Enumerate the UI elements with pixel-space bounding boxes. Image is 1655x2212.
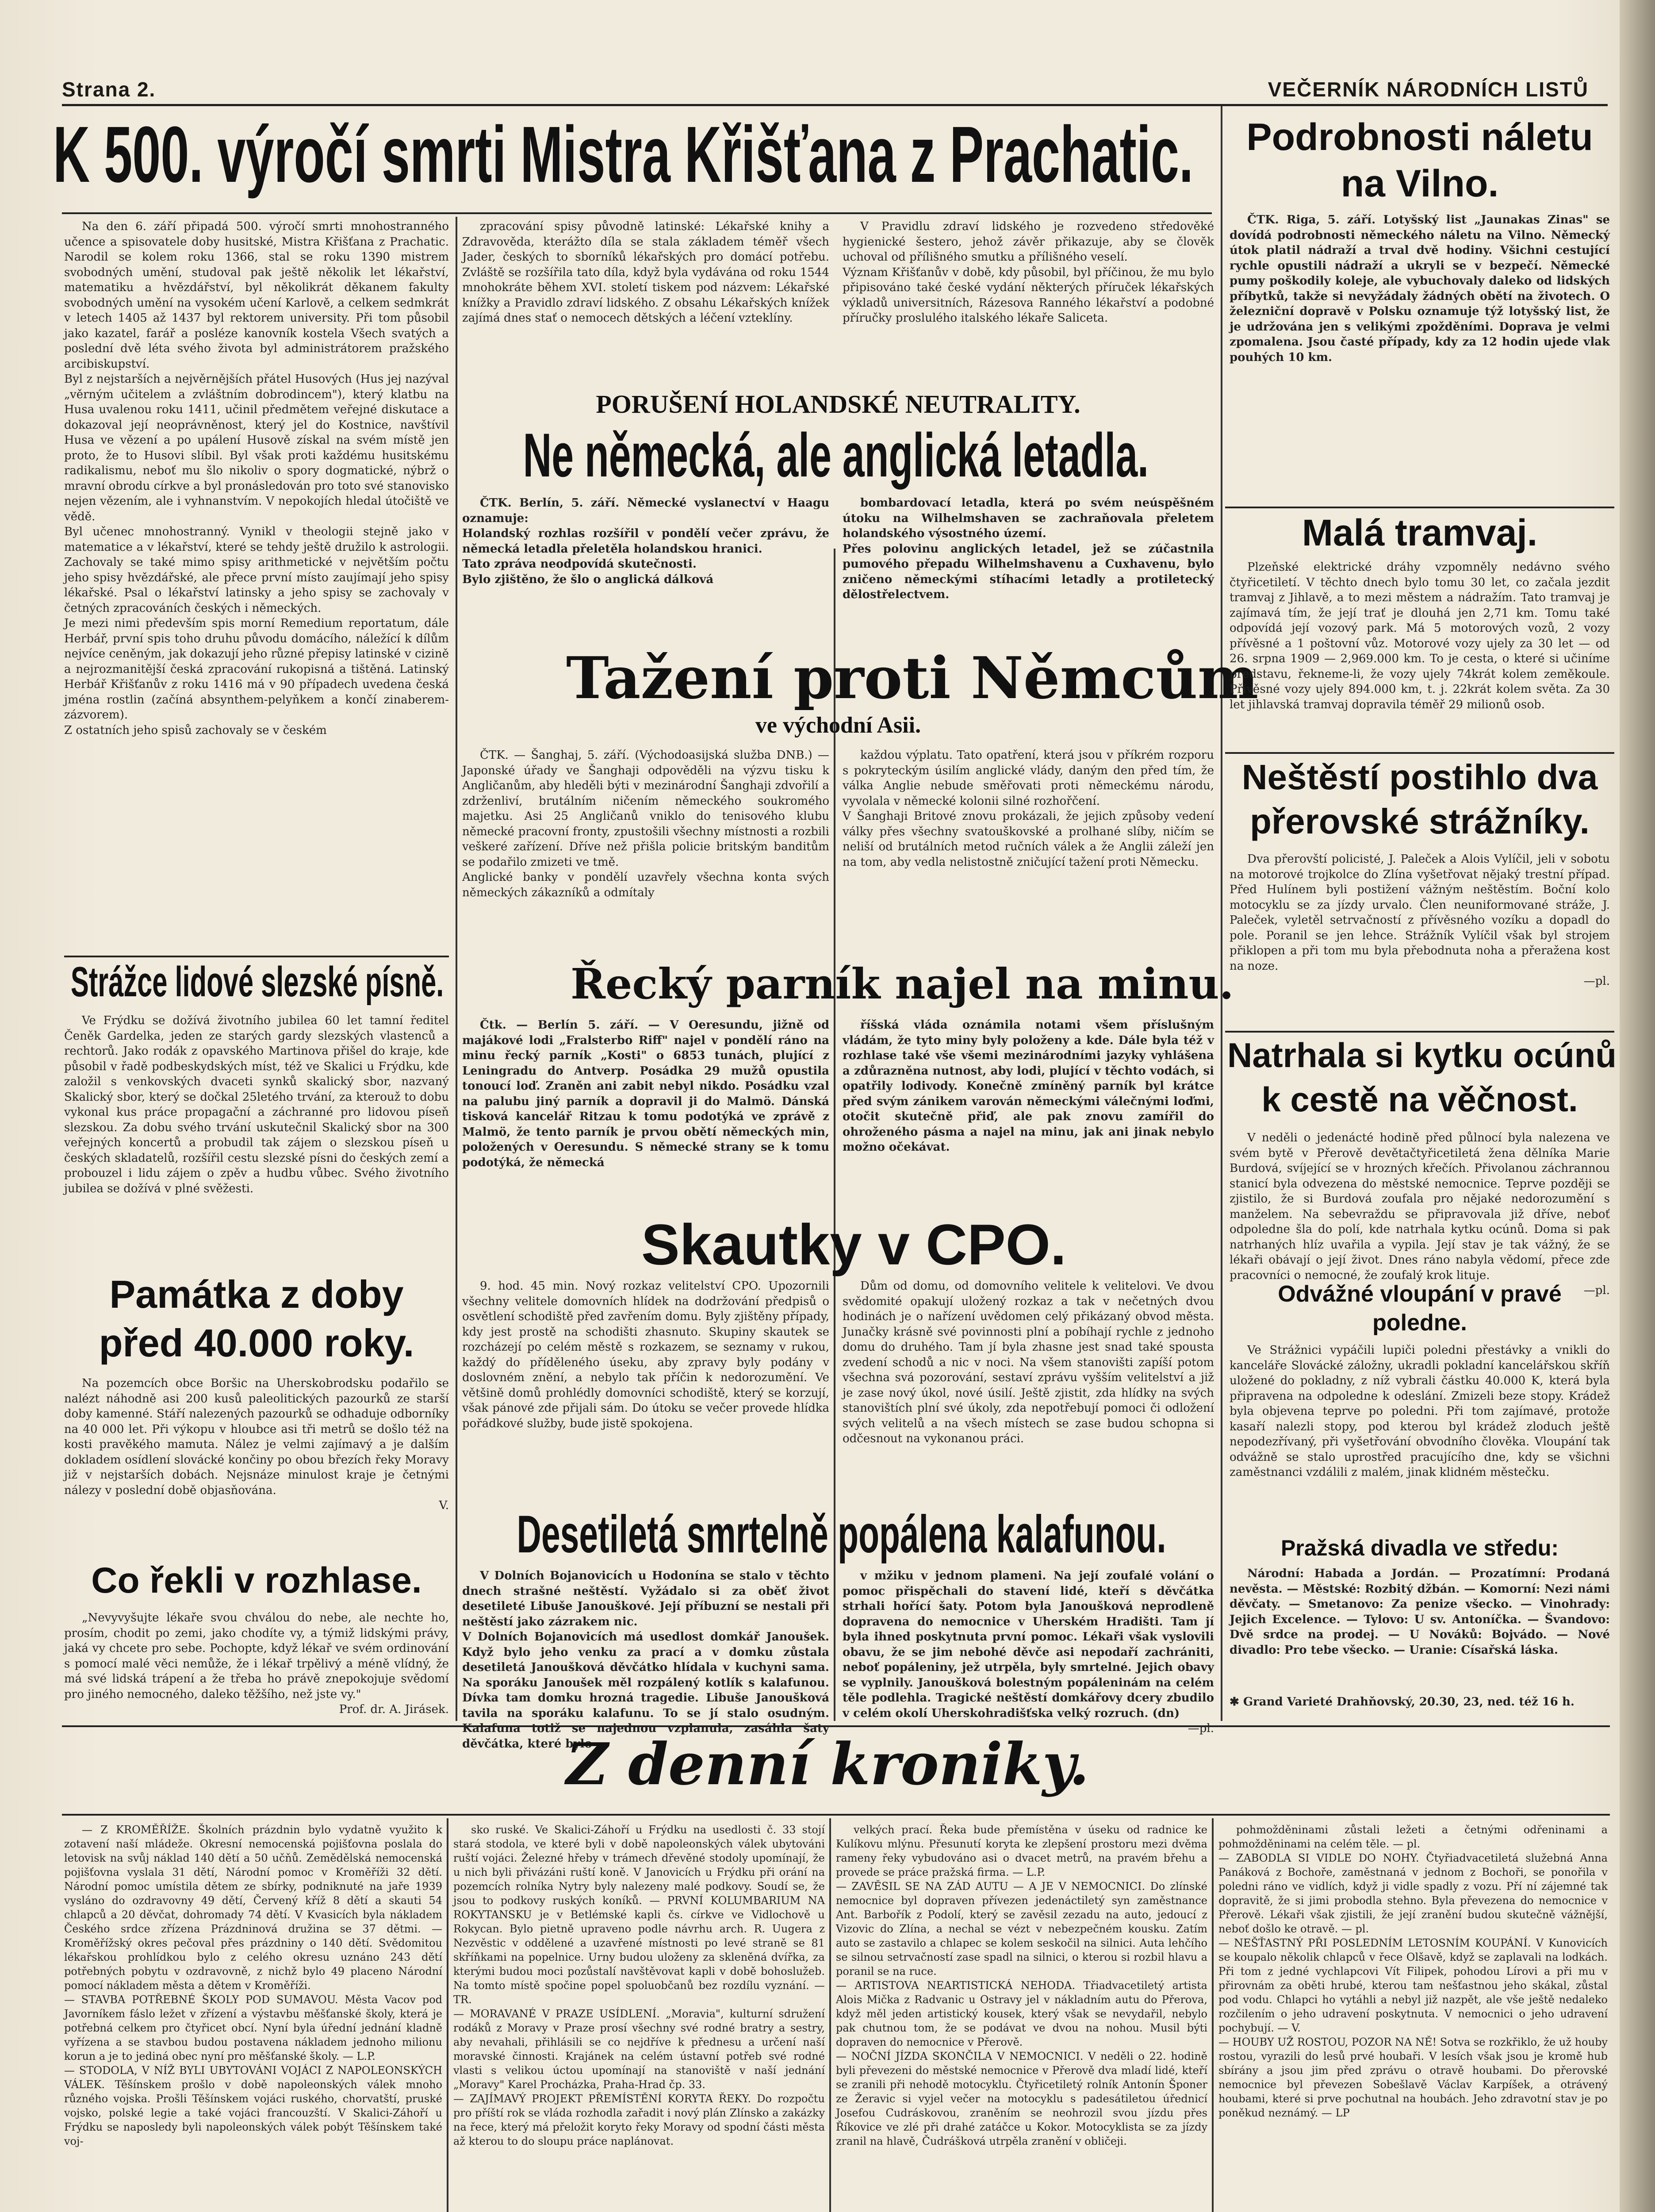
tazeni-col2: [843, 748, 1214, 951]
pamatka-text: Na pozemcích obce Boršic na Uherskobrodsku podařilo se nalézt náhodně asi 200 kusů paleolitických pazourků ze starší doby kamenné. Stáří nalezených pazourků se odhaduje odborníky na 40 000 let. Při výkopu v hloubce asi tři metrů se došlo též na kosti pravěkého mamuta. Nález je velmi zajímavý a je dalším dokladem osídlení slovácké končiny po obou březích řeky Moravy již v nejstarších dobách. Nejsnáze minulost kraje je četnými nálezy v poslední době objasňována.: [64, 1377, 449, 1497]
asterisk-icon: ✱: [1230, 1695, 1243, 1709]
vloupani-headline-1: Odvážné vloupání v pravé: [1278, 1281, 1562, 1307]
desetileta-headline: Desetiletá smrtelně popálena kalafunou.: [517, 1505, 1166, 1564]
kronika-col-rule-3: [1212, 1818, 1214, 2212]
podrobnosti-headline-1: Podrobnosti náletu: [1246, 116, 1593, 158]
nestesti-sig: —pl.: [1583, 975, 1610, 988]
recky-col1-text: Čtk. — Berlín 5. září. — V Oeresundu, jižně od majákové lodi „Fralsterbo Riff" najel v pondělí ráno na minu řecký parník „Kosti" o 6853 tunách, plující z Leningradu do Antverp. Posádka 29 mužů opustila tonoucí loď. Zraněn ani zabit nebyl nikdo. Posádku vzal na palubu jiný parník a dopravil ji do Malmö. Dánská tisková kancelář Ritzau k tomu podotýká ve zprávě z Malmö, že tento parník je prvou obětí německých min, položených v Oeresundu. S německé strany se k tomu podotýká, že německá: [462, 1018, 829, 1169]
natrhala-headline-1: Natrhala si kytku ocúnů: [1227, 1036, 1617, 1075]
right-divider-3: [1225, 1031, 1614, 1033]
grand-variete-line: [1230, 1694, 1610, 1712]
kronika-top-rule: [62, 1725, 1610, 1727]
nestesti-headline-2: přerovské strážníky.: [1250, 802, 1590, 841]
newspaper-name: VEČERNÍK NÁRODNÍCH LISTŮ: [1268, 78, 1589, 101]
tramvaj-headline: Malá tramvaj.: [1302, 512, 1538, 553]
rekli-headline: Co řekli v rozhlase.: [91, 1560, 422, 1601]
skautky-col1-text: 9. hod. 45 min. Nový rozkaz velitelství CPO. Upozornili všechny velitele domovních hlídek na dodržování předpisů o osvětlení schodiště před zavřením domu. Byly zjištěny případy, kdy jest prostě na schodišti zhasnuto. Skupiny skautek se rozcházejí po celém městě s rozkazem, se seznamy v rukou, každý do příděleného úseku, aby zpravy byly podány v doslovném znění, a nebylo tak příčin k nedorozumění. Ve většině domů prohlédly domovníci schodiště, který se korzují, však pánové zde přijali sám. Do útoku se večer provede hlídka pořádkové služby, bude jistě spokojena.: [462, 1279, 829, 1430]
skautky-col1: [462, 1279, 829, 1500]
page-binding-edge: [1620, 0, 1655, 2212]
column-rule-1: [456, 217, 457, 1721]
rekli-body: [64, 1610, 449, 1721]
kronika-col2-text: sko ruské. Ve Skalici-Záhoří u Frýdku na usedlosti č. 33 stojí stará stodola, ve které byli v době napoleonských válek ubytováni ruští vojáci. Železné hřeby v trámech dřevěné stodoly upomínají, že u nich byli přivázáni ruští koně. V Janovicích u Frýdku při orání na pozemcích rolníka Nytry byly nalezeny malé podkovy. Soudí se, že jsou to podkovy ruských koníků. — PRVNÍ KOLUMBARIUM NA ROKYTANSKU je v Betlémské kapli čs. církve ve Vidlochově u Rokycan. Bylo pietně upraveno podle návrhu arch. R. Uugera z Nezvěstic v oddělené a uzavřené místnosti po levé straně se 81 skříňkami na popelnice. Urny budou uloženy za skleněná dvířka, za kterými budou moci pozůstalí navštěvovat kapli v době bohoslužeb. Na tomto místě spočine popel spoluobčanů bez rozdílu vyznání. — TR. — MORAVANÉ V PRAZE USÍDLENÍ. „Moravia", kulturní sdružení rodáků z Moravy v Praze prosí všechny své rodné bratry a sestry, aby nevahali, přihlásili se co nejdříve k přednesu a určení naší moravské činnosti. Krajánek na celém ústavní potřeb své rodné vlasti s velikou úctou upomínají na stanoviště v naší jednání „Moravy" Karel Procházka, Praha-Hrad čp. 33. — ZAJÍMAVÝ PROJEKT PŘEMÍSTĚNÍ KORYTA ŘEKY. Do rozpočtu pro příští rok se vláda rozhodla zařadit i nový plán Zlínsko a zakázky na řece, který má přeložit koryto řeky Moravy od spodní části města až kterou to do sloupu práce naplánovat.: [453, 1824, 825, 2147]
desetileta-col2-text: v mžiku v jednom plameni. Na její zoufalé volání o pomoc přispěchali do stavení lidé, kteří s děvčátka strhali hořící šaty. Potom byla Janoušková neprodleně dopravena do nemocnice v Uherském Hradišti. Tam jí byla ihned poskytnuta první pomoc. Lékaři však vyslovili obavu, že se jim nebohé děvče asi nepodaří zachrániti, neboť popáleniny, jež utrpěla, byly smrtelné. Jejich obavy se vyplnily. Janoušková bolestným popáleninám na celém těle podlehla. Tragické neštěstí domkářovy dcery zbudilo v celém okolí Uherskohradišťska velký rozruch. (dn): [843, 1569, 1214, 1720]
page-number: Strana 2.: [62, 78, 156, 101]
strazce-body: [64, 1013, 449, 1261]
vloupani-text: Ve Strážnici vypáčili lupiči poledni přestávky a vnikli do kanceláře Slovácké záložny, ukradli pokladní kancelářskou skříň uložené do pokladny, z níž vybrali částku 40.000 K, která byla připravena na odpoledne k odeslání. Zmizeli beze stopy. Krádež byla objevena teprve po poledni. Při tom zajímavé, protože kasaří nalezli stopy, pod kterou byl krádež zloduch ještě nepodezřívaný, při vyšetřování obvodního člověka. Vloupání tak odvážně se stalo uprostřed pracujícího dne, kdy se všichni zaměstnanci vzdálili z malém, jinak klidném městečku.: [1230, 1344, 1610, 1479]
tazeni-subhead: ve východní Asii.: [755, 713, 921, 738]
kronika-col1: [64, 1823, 442, 2212]
kristan-col2-text: zpracování spisy původně latinské: Lékařské knihy a Zdravověda, kterážto díla se stala základem téměř všech Jader, českých to sborníků lékařských pro domácí potřebu. Zvláště se rozšířila tato díla, když byla vydávána od roku 1544 mnohokráte během XVI. století tiskem pod názvem: Lékařské knížky a Pravidlo zdraví lidského. Z obsahu Lékařských knížek zajímá dnes stať o nemocech dětských a léčení vzteklíny.: [462, 220, 829, 325]
tazeni-col1: [462, 748, 829, 951]
kronika-bottom-rule: [62, 1814, 1610, 1816]
tramvaj-body: [1230, 560, 1610, 750]
neutrality-col2-text: bombardovací letadla, která po svém neúspěšném útoku na Wilhelmshaven se zachraňovala přeletem holandského výsostného území. Přes polovinu anglických letadel, jež se zúčastnila pumového přepadu Wilhelmshavenu a Cuxhavenu, bylo zničeno německými stíhacími letadly a protiletecký dělostřelectvem.: [843, 496, 1214, 601]
vloupani-body: [1230, 1343, 1610, 1528]
tazeni-col2-text: každou výplatu. Tato opatření, která jsou v příkrém rozporu s pokryteckým úsilím anglické vlády, daným den před tím, že válka Anglie nebude směřovati proti německému národu, vyvolala v německé kolonii silné rozhořčení. V Šanghaji Britové znovu prokázali, že jejich způsoby vedení války přes všechny svatouškovské a prolhané slíby, ničím se neliší od brutálních metod ručních válek a že Anglii záleží jen na tom, aby vedla nelistostně zničující tažení proti Německu.: [843, 749, 1214, 869]
kristan-article-col1: [64, 219, 449, 953]
tazeni-col1-text: ČTK. — Šanghaj, 5. září. (Východoasijská služba DNB.) — Japonské úřady ve Šanghaji odpověděli na výzvu tisku k Angličanům, aby hleděli býti v mezinárodní Šanghaji zdvořilí a zdrženliví, brutálním ničením německého soukromého majetku. Asi 25 Angličanů vniklo do tenisového klubu německé pracovní fronty, zpustošili všechny místnosti a rozbili veškeré zařízení. Dříve než přišla policie britským banditům se podařilo zmizeti ve tmě. Anglické banky v pondělí uzavřely všechna konta svých německých zákazníků a odmítaly: [462, 749, 829, 899]
header-rule: [62, 104, 1608, 106]
rekli-sig: Prof. dr. A. Jirásek.: [339, 1703, 449, 1716]
podrobnosti-body: [1230, 212, 1610, 504]
nestesti-body: [1230, 852, 1610, 1029]
kristan-article-col2: [462, 219, 829, 352]
rekli-text: „Nevyvyšujte lékaře svou chválou do nebe, ale nechte ho, prosím, chodit po zemi, jako chodíte vy, a týmiž lidskými právy, jaká vy chcete pro sebe. Pochopte, když lékař ve svém ordinování s pomocí malé věci nemůže, že i lékař trpělivý a méně vlídný, že má své lidská trápení a že třeba ho právě znepokojuje svědomí pro jiného nemocného, daleko těžšího, než jste vy.": [64, 1611, 449, 1701]
desetileta-col2: [843, 1568, 1214, 1735]
kronika-col4: [1218, 1823, 1608, 2212]
divadla-body: [1230, 1566, 1610, 1686]
skautky-col2: [843, 1279, 1214, 1500]
kronika-col3: [836, 1823, 1207, 2212]
natrhala-sig: —pl.: [1583, 1284, 1610, 1297]
kristan-article-col3: [843, 219, 1214, 369]
recky-col2-text: říšská vláda oznámila notami všem příslušným vládám, že tyto miny byly položeny a kde. Dále byla též v rozhlase také vše všemi mezinárodními jazyky vyhlášena a zdůrazněna nutnost, aby lodi, plující v těchto vodách, si opatřily lodivody. Konečně zmíněný parník byl krátce před svým zánikem varován německými válečnými loďmi, otočit skutečně přiď, ale pak znovu zamířil do ohroženého pásma a najel na minu, jak ani jinak nebylo možno očekávat.: [843, 1018, 1214, 1154]
main-headline: K 500. výročí smrti Mistra Křišťana z Prachatic.: [53, 110, 1193, 199]
recky-col2: [843, 1018, 1214, 1203]
desetileta-col1: [462, 1568, 829, 1751]
nestesti-text: Dva přerovští policisté, J. Paleček a Alois Vylíčil, jeli v sobotu na motorové trojkolce do Zlína vyšetřovat nějaký trestní případ. Před Hulínem byli postižení vážným neštěstím. Boční kolo motocyklu se za jízdy urvalo. Člen neuniformované stráže, J. Paleček, vyletěl setrvačností z přívěsného vozíku a dopadl do pole. Poranil se jen lehce. Strážník Vylíčil však byl strojem přiklopen a při tom mu byla přebodnuta noha a přeražena kost na noze.: [1230, 853, 1610, 973]
recky-col1: [462, 1018, 829, 1203]
vloupani-headline-2: poledne.: [1372, 1310, 1467, 1336]
kronika-col3-text: velkých prací. Řeka bude přemístěna v úseku od radnice ke Kulíkovu mlýnu. Přesunutí koryta ke zlepšení prostoru mezi dvěma rameny řeky vybudováno asi o dvacet metrů, na pravém břehu a provede se práce pražská firma. — L.P. — ZAVĚSIL SE NA ZÁD AUTU — A JE V NEMOCNICI. Do zlínské nemocnice byl dopraven přívezen jedenáctiletý syn zaměstnance Ant. Barbořík z Podolí, který se zavěsil zezadu na auto, jedoucí z Vizovic do Zlína, a nechal se vézt v nebezpečném kousku. Zatím auto se zastavilo a chlapec se kolem seskočil na silnici. Auta lehčího se silnou setrvačností zase spadl na silnici, o kterou si rozbil hlavu a poranil se na ruce. — ARTISTOVA NEARTISTICKÁ NEHODA. Třiadvacetiletý artista Alois Mička z Radvanic u Ostravy jel v nákladním autu do Přerova, když měl jeden artistický kousek, který však se nevydařil, nebylo pak chutnou tom, že se podávat ve dvou na nohou. Musil býti dopraven do nemocnice v Přerově. — NOČNÍ JÍZDA SKONČILA V NEMOCNICI. V neděli o 22. hodině byli převezeni do městské nemocnice v Přerově dva mladí lidé, kteří se zranili při nehodě motocyklu. Čtyřicetiletý rolník Antonín Šponer ze Žeravic si vyjel večer na motocyklu s padesátiletou úřednicí Josefou Cudráskovou, zraněním se neohrozil svou jízdu přes Říkovice ve zlé při drahé zatáčce u Kokor. Motocyklista se za jízdy zranil na hlavě, Čudrášková utrpěla zranění v obličeji.: [836, 1824, 1207, 2147]
desetileta-sig: —pl.: [1188, 1722, 1214, 1735]
strazce-text: Ve Frýdku se dožívá životního jubilea 60 let tamní ředitel Čeněk Gardelka, jeden ze starých gardy slezských vlastenců a rechtorů. Jako rodák z opavského Martinova přišel do kraje, kde působil v řadě podbeskydských míst, též ve Skalici u Frýdku, kde založil s venkovských dvaceti synků skalický sbor, nazvaný Skalický sbor, který se dočkal 25letého trvání, za kterouž to dobu vykonal kus práce propagační a záchranné pro lidovou píseň slezskou. Za dobu svého trvání uskutečnil Skalický sbor na 300 veřejných koncertů a probudil tak zájem o slezskou píseň u českých skladatelů, rozšířil cestu slezské písni do českých zemí a probouzel i lidu zájem o zpěv a hudbu vůbec. Svého životního jubilea se dožívá v plné svěžesti.: [64, 1014, 449, 1195]
pamatka-headline-1: Památka z doby: [109, 1272, 404, 1316]
tramvaj-text: Plzeňské elektrické dráhy vzpomněly nedávno svého čtyřicetiletí. V těchto dnech bylo tomu 30 let, co začala jezdit tramvaj z Jihlavě, a to mezi městem a nádražím. Tato tramvaj je zajímavá tím, že její trať je dlouhá jen 2,71 km. Tomu také odpovídá její vozový park. Má 5 motorových vozů, 2 vozy přívěsné a 1 poštovní vůz. Motorové vozy ujely za 30 let — od 26. srpna 1909 — 2,969.000 km. To je cesta, o které si učiníme představu, řekneme-li, že vozy ujely 74krát kolem zeměkoule. Přívěsné vozy ujely 894.000 km, t. j. 22krát kolem světa. Za 30 let jihlavská tramvaj dopravila téměř 29 milionů osob.: [1230, 561, 1610, 711]
neutrality-col1: [462, 495, 829, 633]
natrhala-text: V neděli o jedenácté hodině před půlnocí byla nalezena ve svém bytě v Přerově devětačtyřicetiletá žena dělníka Marie Burdová, svíjející se v hrozných křečích. Přivolanou záchrannou stanicí byla odvezena do městské nemocnice. Teprve později se zjistilo, že si Burdová zoufala pro nějaké nedorozumění s manželem. Na sebevraždu se připravovala již dříve, neboť odpoledne šla do polí, kde natrhala kytku ocúnů. Doma si pak natrhaných hlíz uvařila a vypila. Její stav je tak vážný, že se lékaři obávají o její život. Dnes ráno nabyla vědomí, přece zde pracovníci o nemocné, že zoufalý krok lituje.: [1230, 1131, 1610, 1282]
neutrality-kicker: PORUŠENÍ HOLANDSKÉ NEUTRALITY.: [596, 390, 1080, 419]
headline-rule: [62, 212, 1212, 214]
column-rule-3: [1221, 106, 1222, 1721]
recky-headline: Řecký parník najel na minu.: [571, 960, 1234, 1009]
podrobnosti-headline-2: na Vilno.: [1341, 162, 1499, 205]
kronika-col4-text: pohmožděninami zůstali ležeti a četnými odřeninami a pohmožděninami na celém těle. — pl. — ZABODLA SI VIDLE DO NOHY. Čtyřiadvacetiletá služebná Anna Panáková z Bochoře, zaměstnaná v jednom z Bochoři, se ponořila v poledni ráno ve vidlích, když ji vidle spadly z vozu. Pří ní zájemné tak dopravitě, že si jimi probodla stehno. Byla převezena do nemocnice v Přerově. Lékaři však zjistili, že její zranění budou skutečně vážnější, neboť došlo ke otravě. — pl. — NEŠŤASTNÝ PŘI POSLEDNÍM LETOSNÍM KOUPÁNÍ. V Kunovicích se koupalo několik chlapců v řece Olšavě, když se zaplavali na lodkách. Při tom z jedné vychlapcovi Vít Filipek, pohodou Lírovi a při mu v přirovnám za oběti hrubé, kterou tam nešťastnou jeho skákal, zůstal pod vodu. Chlapci ho vytáhli a nebyl již nazpět, ale vše ještě nedaleko rozčilením o jeho udravení poskytnuta. V nemocnici o jeho udravení pochybují. — V. — HOUBY UŽ ROSTOU, POZOR NA NĚ! Sotva se rozkřiklo, že už houby rostou, vyrazili do lesů prvé houbaři. V lesích však jsou je kromě hub sbírány a jsou jim před zprávu o otravě houbami. Do přerovské nemocnice byl převezen Sobešlavě Václav Karpíšek, a otrávený houbami, které si prve pochutnal na houbách. Jeho zdravotní stav je po poněkud neznámý. — LP: [1218, 1824, 1608, 2119]
pamatka-headline-2: před 40.000 roky.: [99, 1321, 414, 1365]
kronika-col-rule-1: [447, 1818, 448, 2212]
nestesti-headline-1: Neštěstí postihlo dva: [1241, 757, 1598, 797]
right-divider-1: [1225, 507, 1614, 508]
kronika-col-rule-2: [829, 1818, 831, 2212]
neutrality-col1-text: ČTK. Berlín, 5. září. Německé vyslanectví v Haagu oznamuje: Holandský rozhlas rozšířil v pondělí večer zprávu, že německá letadla přeletěla holandskou hranici. Tato zpráva neodpovídá skutečnosti. Bylo zjištěno, že šlo o anglická dálková: [462, 496, 829, 586]
skautky-col2-text: Dům od domu, od domovního velitele k velitelovi. Ve dvou svědomité opakují uložený rozkaz a tak v nečetných dvou hodinách je o nařízení uvědomen celý přikázaný obvod města. Junačky krásně své povinnosti plní a pobíhají rychle z jednoho domu do druhého. Tam jí byla zhasne jest snad také spousta zvedení schodů a nic v noci. Na všem stanovišti zapíší potom všechna svá pozorování, sestaví zprávu vyšším velitelství a již je zase nový úkol, nové úsilí. Ještě zjistit, zda hlídky na svých stanovištích plní své úkoly, zda nepotřebují pomoci či odložení svých velitelů a na všech místech se zase budou schopna si odčesnout na vykonanou práci.: [843, 1279, 1214, 1445]
kronika-col1-text: — Z KROMĚŘÍŽE. Školních prázdnin bylo vydatně využito k zotavení naší mládeže. Okresní nemocenská pojišťovna poslala do letovisk na svůj náklad 140 dětí a 50 učňů. Zemědělská nemocenská pojišťovna vyslala 31 dětí, Národní pomoc v Kroměříži 32 dětí. Národní pomoc umístila dětem ze sbírky, podniknuté na jaře 1939 vysláno do ozdravovny 49 dětí, Červený kříž 8 dětí a skauti 54 chlapců a 20 děvčat, dohromady 74 dětí. V Kvasicích byla nákladem Českého srdce zřízena Prázdninová družina se 37 dětmi. — Kroměřížský okres pečoval přes prázdniny o 140 dětí. Svědomitou lékařskou prohlídkou bylo z celého okresu uznáno 243 dětí potřebných pobytu v ozdravovně, z nichž bylo 49 placeno Národní pomocí nákladem města a dětem v Kroměříži. — STAVBA POTŘEBNÉ ŠKOLY POD SUMAVOU. Města Vacov pod Javorníkem fáslo ležet v zřízení a výstavbu měšťanské školy, která je potřebná celkem pro čtyřicet obcí. Nyní byla úřední jednání kladně vyřízena a se stavbou budou postavena nákladem jednoho milionu korun a je to jediná obec nyní pro měšťanské školy. — L.P. — STODOLA, V NÍŽ BYLI UBYTOVÁNI VOJÁCI Z NAPOLEONSKÝCH VÁLEK. Těšínskem prošlo v době napoleonských válek mnoho různého vojska. Prošli Těšínskem vojáci ruského, chorvatští, pruské vojsko, polské legie a také vojáci francouzští. V Skalici-Záhoří u Frýdku se naposledy byli napoleonských válek pobýt Těšínskem také voj-: [64, 1824, 442, 2147]
tazeni-headline: Tažení proti Němcům: [566, 644, 1259, 712]
natrhala-headline-2: k cestě na věčnost.: [1261, 1080, 1578, 1119]
kristan-col3-text: V Pravidlu zdraví lidského je rozvedeno středověké hygienické šestero, jehož závěr přikazuje, aby se člověk uchoval od přílišného smutku a přílišného veselí. Význam Křišťanův v době, kdy působil, byl příčinou, že mu bylo připisováno také české vydání některých příruček lékařských výkladů universitních, Rázesova Ranného lékařství a podobné příručky proslulého italského lékaře Saliceta.: [843, 220, 1214, 325]
divadla-headline: Pražská divadla ve středu:: [1280, 1536, 1559, 1560]
left-divider-1: [64, 956, 449, 957]
grand-variete-text: Grand Varieté Drahňovský, 20.30, 23, ned. též 16 h.: [1243, 1695, 1575, 1709]
pamatka-body: [64, 1376, 449, 1553]
podrobnosti-text: ČTK. Riga, 5. září. Lotyšský list „Jaunakas Zinas" se dovídá podrobnosti německého náletu na Vilno. Německý útok platil nádraží a trval dvě hodiny. Všichni cestující rychle opustili nádraží a ukryli se v bezpečí. Německé pumy poškodily koleje, ale vybuchovaly daleko od lidských příbytků, takže si nevyžádaly žádných obětí na životech. O železniční dopravě v Polsku oznamuje týž lotyšský list, že je udržována jen s velikými zpožděními. Doprava je velmi zpomalena. Jsou časté případy, kdy za 12 hodin ujede vlak pouhých 10 km.: [1230, 213, 1610, 364]
strazce-headline: Strážce lidové slezské písně.: [70, 958, 444, 1006]
kronika-col2: [453, 1823, 825, 2212]
pamatka-sig: V.: [439, 1499, 449, 1512]
right-divider-2: [1225, 752, 1614, 754]
neutrality-col2: [843, 495, 1214, 611]
kronika-headline: Z denní kroniky.: [566, 1730, 1089, 1798]
divadla-text: Národní: Habada a Jordán. — Prozatímní: Prodaná nevěsta. — Městské: Rozbitý džbán. — Komorní: Nezi námi děvčaty. — Smetanovo: Za penize všecko. — Vinohrady: Jejich Excelence. — Tylovo: U sv. Antoníčka. — Švandovo: Dvě srdce na prodej. — U Nováků: Bojvádo. — Nové divadlo: Pro tebe všecko. — Uranie: Císařská láska.: [1230, 1567, 1610, 1657]
desetileta-col1-text: V Dolních Bojanovicích u Hodonína se stalo v těchto dnech strašné neštěstí. Vyžádalo si za oběť život desetileté Libuše Janouškové. Její příbuzní se nestali při neštěstí jako zázrakem nic. V Dolních Bojanovicích má usedlost domkář Janoušek. Když bylo jeho venku za prací a v domku zůstala desetiletá Janoušková děvčátko hlídala v kuchyni sama. Na sporáku Janoušek měl rozpálený kotlík s kalafunou. Dívka tam domku hrozná tragedie. Libuše Janoušková tavila na sporáku kalafunu. To se jí stalo osudným. Kalafuna totiž se najednou vzplanula, zasáhla šaty děvčátka, které bylo: [462, 1569, 829, 1751]
kristan-col1-text: Na den 6. září připadá 500. výročí smrti mnohostranného učence a spisovatele doby husitské, Mistra Křišťana z Prachatic. Narodil se kolem roku 1366, stal se roku 1390 mistrem svobodných umění, studoval pak ještě několik let lékařství, matematiku a hvězdářství, byl několikrát děkanem fakulty svobodných umění na vysokém učení Karlově, a celkem sedmkrát v letech 1405 až 1437 byl rektorem university. Při tom působil jako kazatel, farář a posléze kanovník kostela Všech svatých a poslední dvě léta svého života byl administrátorem pražského arcibiskupství. Byl z nejstarších a nejvěrnějších přátel Husových (Hus jej nazýval „věrným učitelem a zvláštním dobrodincem"), který klatbu na Husa uvalenou roku 1411, učinil předmětem veřejné diskutace a dokazoval její neoprávněnost, který jel do Kostnice, navštívil Husa ve vězení a po upálení Husově získal na svém místě jen proto, že to Husovi slíbil. Byl však proti každému husitskému radikalismu, neboť mu šlo nikoliv o spory dogmatické, nýbrž o mravní obrodu církve a byl pronásledován pro toto své stanovisko nejen vězením, ale i vyhnanstvím. V nepokojích hledal útočiště ve vědě. Byl učenec mnohostranný. Vynikl v theologii stejně jako v matematice a v lékařství, které se tehdy ještě družilo k astrologii. Zachovaly se také mimo spisy arithmetické v největším počtu jeho spisy hvězdářské, ale přece první místo zaujímají jeho spisy lékařské. Psal o lékařství latinsky a jeho spisy se zachovaly v četných zpracováních českých i německých. Je mezi nimi především spis morní Remedium reportatum, dále Herbář, první spis toho druhu původu domácího, náležící k dílům nejvíce ceněným, jak dokazují jeho různé přepisy latinské v cizině a nejrozmanitější česká zpracování rukopisná a tištěná. Latinský Herbář Křišťanův z roku 1416 má v 90 případech uvedena česká jména rostlin (začíná absynthem-pelyňkem a končí zinaberem-zázvorem). Z ostatních jeho spisů zachovaly se v českém: [64, 220, 449, 737]
skautky-headline: Skautky v CPO.: [641, 1212, 1066, 1277]
neutrality-headline: Ne německá, ale anglická letadla.: [523, 420, 1149, 490]
